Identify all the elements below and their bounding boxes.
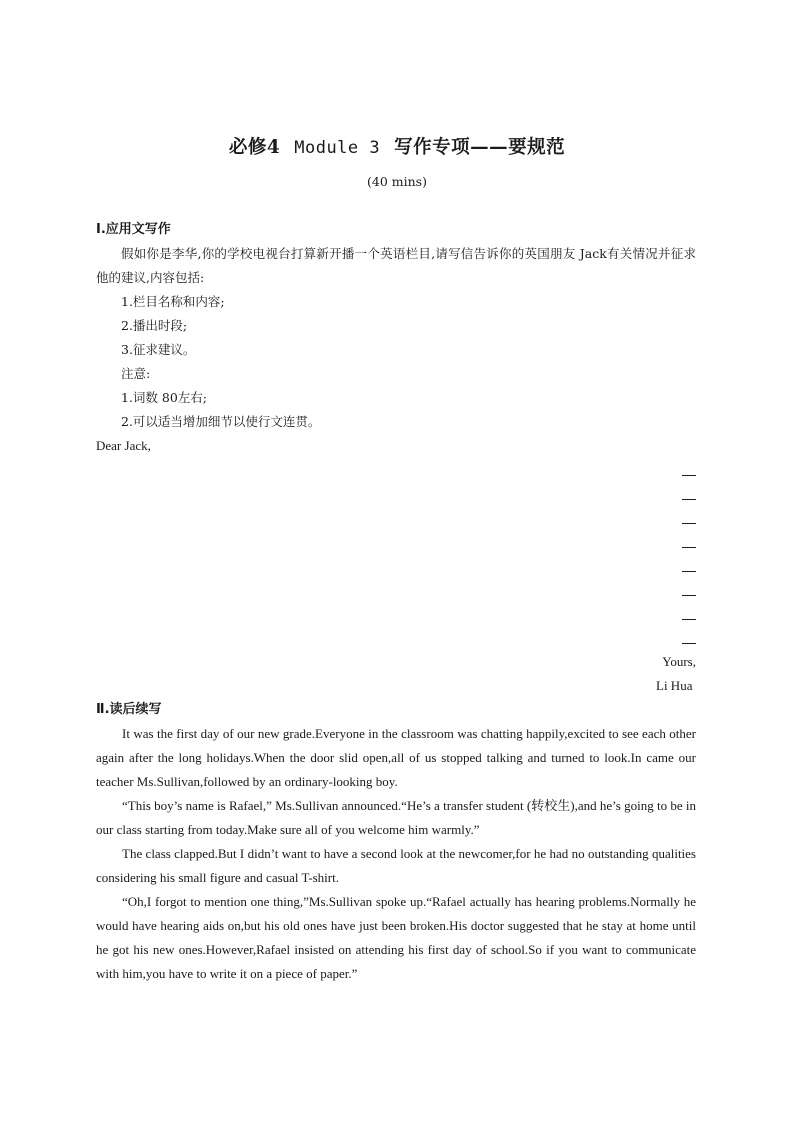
title-module-book: 必修4 [228,137,281,158]
story-paragraph: The class clapped.But I didn’t want to have a second look at the newcomer,for he had no outstanding qualities considering his small figure and casual T-shirt. [96,846,696,885]
letter-signature [96,674,696,698]
signature-name: Li Hua [656,678,693,693]
answer-line [682,595,696,596]
answer-line [682,643,696,644]
story-paragraph: “This boy’s name is Rafael,” Ms.Sullivan announced.“He’s a transfer student (转校生),and he’s going to be in our class starting from today.Make sure all of you welcome him warmly.” [96,798,696,837]
content-body [96,218,696,986]
note-item: 1.词数 80左右; [121,390,208,405]
note-item: 2.可以适当增加细节以使行文连贯。 [121,414,321,429]
section2-heading: Ⅱ.读后续写 [96,702,162,717]
page-title [0,133,794,159]
letter-salutation: Dear Jack, [96,438,151,453]
section1-prompt: 假如你是李华,你的学校电视台打算新开播一个英语栏目,请写信告诉你的英国朋友 Jack有关情况并征求他的建议,内容包括: [96,246,696,285]
answer-line [682,499,696,500]
section1-heading: Ⅰ.应用文写作 [96,222,171,237]
answer-line [682,571,696,572]
section1-item: 2.播出时段; [121,318,188,333]
letter-closing: Yours, [662,654,696,669]
answer-line [682,619,696,620]
story-paragraph: “Oh,I forgot to mention one thing,”Ms.Sullivan spoke up.“Rafael actually has hearing problems.Normally he would have hearing aids on,but his old ones have just been broken.His doctor suggested that he stay at home until he got his new ones.However,Rafael insisted on attending his first day of school.So if you want to communicate with him,you have to write it on a piece of paper.” [96,894,696,981]
time-limit: (40 mins) [367,174,427,189]
notes-label: 注意: [121,366,151,381]
section1-item: 1.栏目名称和内容; [121,294,225,309]
answer-line [682,475,696,476]
story-paragraph: It was the first day of our new grade.Everyone in the classroom was chatting happily,excited to see each other again after the long holidays.When the door slid open,all of us stopped talking and turned to look.In came our teacher Ms.Sullivan,followed by an ordinary-looking boy. [96,726,696,789]
answer-line [682,547,696,548]
title-module-number: Module 3 [294,138,381,158]
title-topic: 写作专项——要规范 [394,137,566,158]
writing-area[interactable] [96,458,696,650]
answer-line [682,523,696,524]
section1-item: 3.征求建议。 [121,342,196,357]
